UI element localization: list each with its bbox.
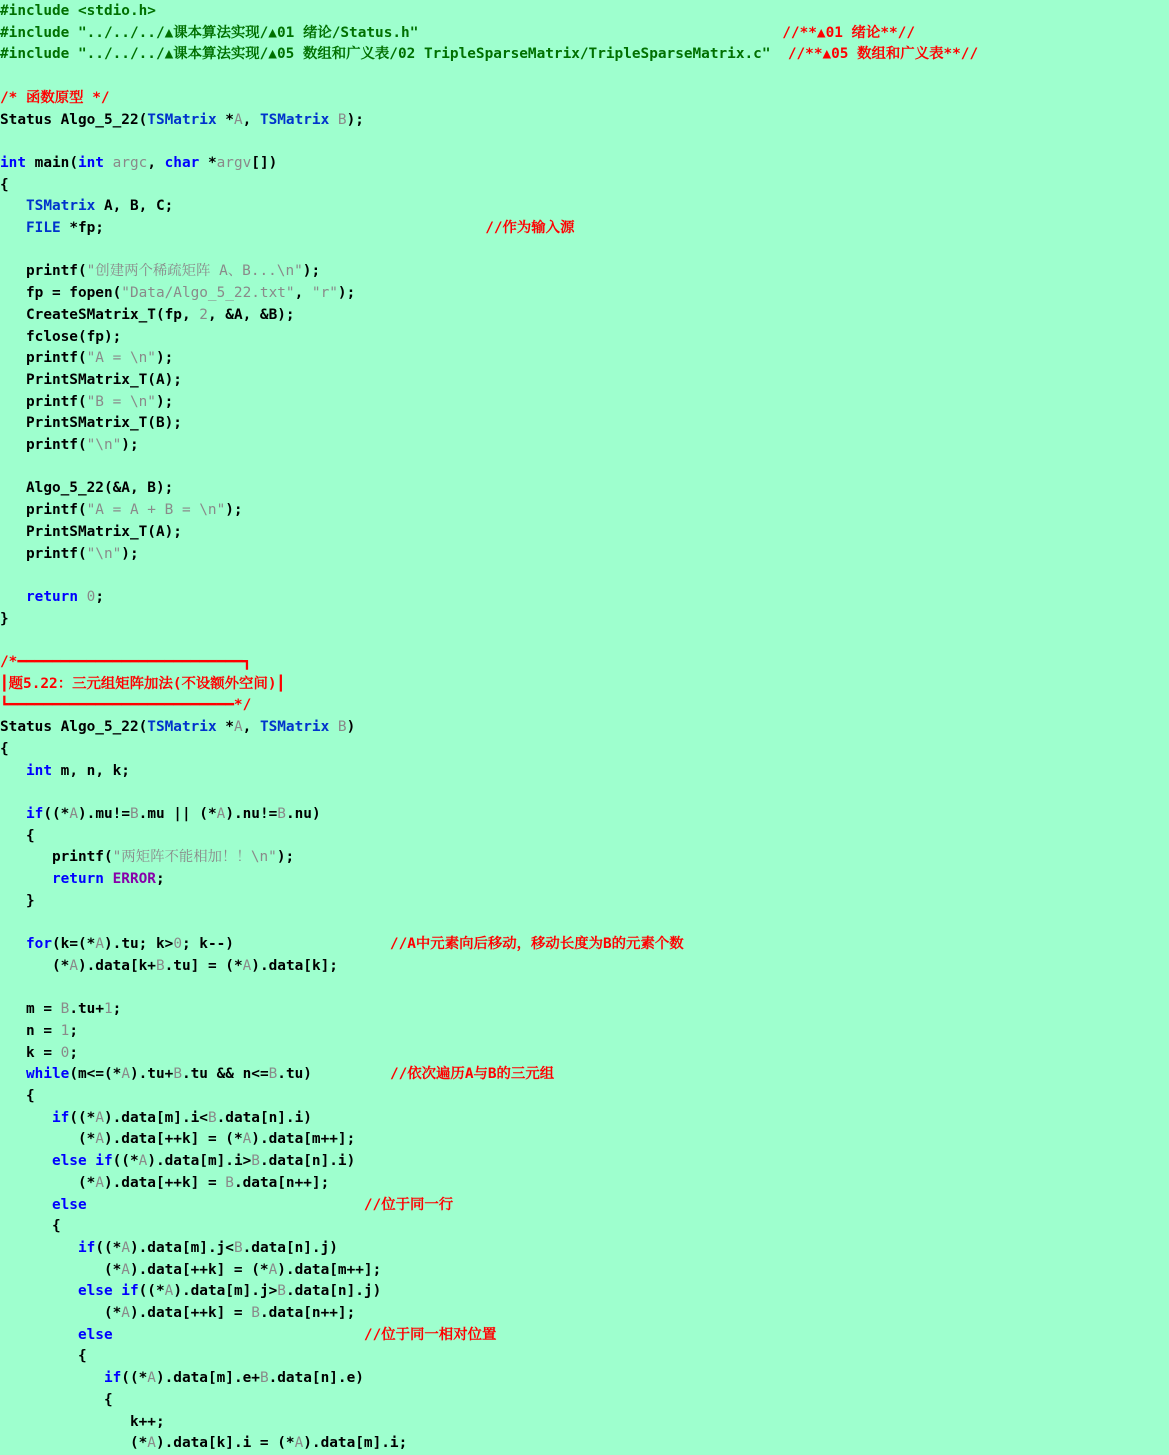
identifier-token: B: [268, 1066, 278, 1083]
code-text: ,: [147, 154, 165, 171]
code-text: ,: [294, 285, 312, 302]
identifier-token: B: [233, 1239, 243, 1256]
code-text: [0, 198, 26, 214]
code-line[interactable]: [0, 804, 321, 826]
code-text: .data[n].j): [242, 1239, 338, 1256]
code-line[interactable]: [0, 847, 294, 869]
keyword-token: int: [77, 154, 104, 171]
code-line[interactable]: [0, 869, 165, 891]
keyword-token: if: [103, 1370, 122, 1387]
code-text: *: [216, 111, 234, 128]
code-text: [0, 763, 26, 779]
code-text: ((*: [95, 1239, 122, 1256]
code-text: fp = fopen(: [0, 285, 122, 302]
code-line[interactable]: [0, 196, 173, 218]
code-text: [0, 1240, 78, 1256]
identifier-token: B: [337, 719, 347, 736]
code-line[interactable]: [0, 544, 139, 566]
identifier-token: A: [147, 1370, 156, 1387]
code-line[interactable]: [0, 153, 277, 175]
code-text: printf(: [0, 849, 113, 866]
code-text: ;: [69, 1022, 78, 1039]
identifier-token: A: [216, 805, 226, 822]
identifier-token: B: [277, 1283, 286, 1300]
code-text: {: [0, 1391, 113, 1408]
type-token: TSMatrix: [259, 111, 330, 128]
code-text: }: [0, 610, 9, 627]
comment-token: //依次遍历A与B的三元组: [389, 1066, 555, 1083]
code-line[interactable]: [0, 261, 320, 283]
identifier-token: A: [95, 1174, 104, 1191]
code-line[interactable]: [0, 88, 110, 110]
comment-token: //作为输入源: [485, 220, 575, 236]
code-line[interactable]: [0, 1346, 87, 1368]
code-text: printf(: [0, 437, 87, 453]
code-text: {: [0, 1088, 35, 1104]
code-text: [104, 155, 113, 171]
identifier-token: A: [268, 1261, 278, 1278]
code-text: );: [276, 849, 295, 866]
code-text: ).nu!=: [225, 805, 278, 822]
comment-token: /* 函数原型 */: [0, 89, 110, 106]
code-text: PrintSMatrix_T(A);: [0, 371, 182, 388]
number-token: 0: [86, 588, 96, 605]
code-text: .tu+: [69, 1001, 104, 1018]
code-text: ): [346, 719, 356, 736]
code-text: );: [346, 111, 364, 128]
keyword-token: int: [26, 762, 52, 779]
code-line[interactable]: [0, 1195, 453, 1217]
code-text: [0, 1066, 26, 1082]
code-line[interactable]: [0, 435, 139, 457]
code-text: .data[n].i): [216, 1109, 312, 1126]
identifier-token: A: [147, 1435, 156, 1452]
identifier-token: argv: [216, 154, 252, 171]
code-text: ).data[m].e+: [155, 1370, 260, 1387]
identifier-token: B: [155, 957, 165, 974]
code-text: ).data[m++];: [277, 1261, 382, 1278]
code-text: *: [199, 154, 217, 171]
identifier-token: A: [164, 1283, 174, 1300]
code-text: [0, 806, 26, 822]
identifier-token: B: [251, 1153, 260, 1170]
string-token: "r": [311, 285, 338, 302]
code-text: ).data[++k] = (*: [129, 1261, 269, 1278]
code-text: ;: [155, 871, 165, 887]
code-line[interactable]: [0, 500, 243, 522]
code-text: m, n, k;: [52, 762, 130, 779]
code-line[interactable]: [0, 175, 9, 197]
keyword-token: return: [26, 588, 78, 605]
code-text: ).data[m].i<: [103, 1109, 208, 1126]
code-text: .data[n].i): [259, 1153, 356, 1170]
type-token: TSMatrix: [26, 198, 96, 215]
keyword-token: int: [0, 154, 26, 171]
keyword-token: if: [26, 805, 44, 822]
identifier-token: A: [121, 1261, 130, 1278]
string-token: "A = \n": [86, 350, 156, 367]
code-text: ,: [242, 719, 260, 736]
code-text: ((*: [121, 1370, 148, 1387]
code-text: Status Algo_5_22(: [0, 719, 148, 736]
comment-token: //**▲01 绪论**//: [782, 24, 915, 41]
comment-token: ┗━━━━━━━━━━━━━━━━━━━━━━━━━━*/: [0, 697, 252, 714]
code-line[interactable]: [0, 1108, 312, 1130]
code-line[interactable]: [0, 999, 121, 1021]
code-text: [329, 719, 338, 735]
identifier-token: B: [207, 1109, 217, 1126]
identifier-token: B: [259, 1370, 269, 1387]
identifier-token: B: [225, 1174, 234, 1191]
comment-token: //位于同一相对位置: [363, 1326, 497, 1343]
code-line[interactable]: [0, 1281, 381, 1303]
keyword-token: if: [51, 1109, 70, 1126]
code-text: (*: [0, 957, 70, 974]
code-text: );: [225, 502, 243, 519]
code-text: [0, 589, 26, 605]
code-text: Status Algo_5_22(: [0, 111, 148, 128]
comment-token: //A中元素向后移动，移动长度为B的元素个数: [389, 936, 684, 953]
code-text: ).data[k].i = (*: [155, 1435, 295, 1452]
code-text: (*: [0, 1131, 96, 1148]
code-text: n =: [0, 1022, 61, 1039]
identifier-token: A: [121, 1239, 130, 1256]
code-text: .data[n].e): [268, 1370, 364, 1387]
type-token: FILE: [26, 220, 61, 236]
code-line[interactable]: [0, 1368, 364, 1390]
identifier-token: A: [242, 1131, 252, 1148]
code-text: ((*: [69, 1109, 96, 1126]
code-line[interactable]: [0, 826, 35, 848]
number-token: 1: [103, 1001, 113, 1018]
code-line[interactable]: [0, 695, 251, 717]
code-line[interactable]: [0, 1216, 61, 1238]
code-text: ).tu+: [129, 1066, 174, 1083]
code-line[interactable]: [0, 761, 130, 783]
code-text: (m<=(*: [69, 1066, 122, 1083]
code-line[interactable]: [0, 110, 364, 132]
code-text: );: [302, 263, 321, 280]
include-token: #include "../../../▲课本算法实现/▲05 数组和广义表/02 TripleSparseMatrix/TripleSparseMatrix.c": [0, 46, 788, 63]
identifier-token: A: [242, 957, 252, 974]
code-text: [0, 1110, 52, 1126]
code-line[interactable]: [0, 1303, 355, 1325]
identifier-token: A: [233, 719, 243, 736]
code-line[interactable]: [0, 609, 9, 631]
code-line[interactable]: [0, 218, 574, 240]
code-line[interactable]: [0, 1412, 165, 1434]
identifier-token: A: [69, 805, 78, 822]
code-line[interactable]: [0, 674, 285, 696]
comment-token: /*━━━━━━━━━━━━━━━━━━━━━━━━━━┓: [0, 654, 252, 670]
identifier-token: B: [277, 805, 286, 822]
code-line[interactable]: [0, 1390, 113, 1412]
include-token: #include "../../../▲课本算法实现/▲01 绪论/Status.h": [0, 24, 783, 41]
code-text: [329, 112, 338, 128]
code-text: [0, 1153, 52, 1169]
code-text: {: [0, 1348, 87, 1365]
code-text: .data[n++];: [259, 1305, 356, 1321]
code-line[interactable]: [0, 1238, 338, 1260]
code-text: .tu] = (*: [164, 957, 243, 974]
code-text: ).data[m].j>: [173, 1283, 278, 1300]
code-text: main(: [26, 154, 78, 171]
code-line[interactable]: [0, 283, 355, 305]
code-line[interactable]: [0, 1325, 496, 1347]
code-text: k++;: [0, 1413, 165, 1430]
code-line[interactable]: [0, 305, 295, 327]
code-line[interactable]: [0, 1129, 355, 1151]
code-text: printf(: [0, 502, 87, 519]
code-text: ).data[m].i;: [303, 1435, 408, 1452]
code-line[interactable]: [0, 413, 182, 435]
code-line[interactable]: [0, 1, 156, 23]
code-text: ).data[++k] = (*: [103, 1131, 243, 1148]
comment-token: ┃题5.22：三元组矩阵加法(不设额外空间)┃: [0, 675, 286, 692]
code-text: ((*: [43, 805, 70, 822]
identifier-token: B: [251, 1305, 260, 1321]
type-token: TSMatrix: [147, 719, 217, 736]
include-token: #include <stdio.h>: [0, 3, 156, 19]
code-line[interactable]: [0, 1173, 329, 1195]
code-text: PrintSMatrix_T(A);: [0, 523, 182, 540]
code-line[interactable]: [0, 478, 173, 500]
code-text: ((*: [112, 1153, 139, 1170]
code-text: );: [155, 393, 174, 410]
keyword-token: else: [77, 1326, 113, 1343]
keyword-token: while: [26, 1066, 70, 1083]
code-text: [0, 936, 26, 952]
code-line[interactable]: [0, 1043, 78, 1065]
code-line[interactable]: [0, 739, 9, 761]
identifier-token: B: [129, 805, 139, 822]
code-text: }: [0, 892, 35, 909]
code-line[interactable]: [0, 1151, 355, 1173]
code-text: ).data[m++];: [251, 1131, 356, 1148]
number-token: 1: [60, 1022, 70, 1039]
string-token: "\n": [86, 545, 122, 562]
keyword-token: for: [26, 936, 52, 953]
code-line[interactable]: [0, 1021, 78, 1043]
code-line[interactable]: [0, 327, 121, 349]
code-text: ; k--): [181, 936, 390, 953]
number-token: 2: [199, 306, 208, 323]
code-text: printf(: [0, 350, 87, 367]
identifier-token: A: [138, 1153, 148, 1170]
code-text: [0, 1283, 78, 1299]
keyword-token: else: [51, 1196, 87, 1213]
code-text: [78, 589, 87, 605]
string-token: "B = \n": [86, 393, 156, 410]
code-line[interactable]: [0, 891, 35, 913]
code-text: ).data[++k] =: [103, 1174, 226, 1191]
code-text: {: [0, 1218, 61, 1235]
code-text: ;: [112, 1001, 122, 1018]
keyword-token: return: [51, 871, 104, 887]
code-line[interactable]: [0, 370, 182, 392]
code-text: (k=(*: [52, 936, 96, 953]
code-text: *fp;: [60, 220, 486, 236]
identifier-token: argc: [112, 154, 148, 171]
code-text: A, B, C;: [95, 198, 174, 215]
code-text: CreateSMatrix_T(fp,: [0, 306, 200, 323]
code-text: *: [216, 719, 234, 736]
string-token: "\n": [86, 437, 122, 453]
code-text: ).data[m].i>: [147, 1153, 252, 1170]
string-token: "创建两个稀疏矩阵 A、B...\n": [86, 263, 303, 280]
code-text: [0, 220, 26, 236]
code-line[interactable]: [0, 1086, 35, 1108]
code-text: (*: [0, 1305, 122, 1321]
code-text: );: [121, 437, 139, 453]
code-line[interactable]: [0, 587, 104, 609]
identifier-token: A: [95, 1131, 104, 1148]
code-line[interactable]: [0, 392, 173, 414]
code-text: ).data[k];: [251, 957, 338, 974]
code-text: ,: [242, 111, 260, 128]
comment-token: //位于同一行: [363, 1196, 454, 1213]
identifier-token: A: [95, 936, 104, 953]
identifier-token: B: [60, 1001, 70, 1018]
code-text: (*: [0, 1261, 122, 1278]
type-token: TSMatrix: [259, 719, 330, 736]
code-line[interactable]: [0, 23, 915, 45]
identifier-token: A: [69, 957, 78, 974]
code-text: m =: [0, 1001, 61, 1018]
code-line[interactable]: [0, 44, 978, 66]
code-text: (*: [0, 1174, 96, 1191]
identifier-token: A: [95, 1109, 104, 1126]
number-token: 0: [60, 1044, 70, 1061]
identifier-token: A: [121, 1066, 130, 1083]
code-text: [0, 1327, 78, 1343]
identifier-token: A: [233, 111, 243, 128]
macro-token: ERROR: [112, 871, 156, 887]
keyword-token: else if: [77, 1283, 139, 1300]
code-text: Algo_5_22(&A, B);: [0, 480, 174, 497]
keyword-token: if: [77, 1239, 96, 1256]
code-text: );: [337, 285, 356, 302]
code-text: [87, 1197, 364, 1213]
code-text: k =: [0, 1044, 61, 1061]
code-text: {: [0, 827, 35, 844]
code-line[interactable]: [0, 956, 338, 978]
code-text: ((*: [138, 1283, 165, 1300]
code-text: ).data[++k] =: [129, 1305, 252, 1321]
code-text: .tu && n<=: [181, 1066, 269, 1083]
code-text: .data[n].j): [285, 1283, 382, 1300]
keyword-token: else if: [51, 1153, 113, 1170]
code-text: .nu): [285, 805, 321, 822]
comment-token: //**▲05 数组和广义表**//: [787, 46, 979, 63]
code-line[interactable]: [0, 934, 684, 956]
code-text: .data[n++];: [233, 1174, 330, 1191]
code-text: []): [251, 154, 278, 171]
code-text: [0, 1370, 104, 1386]
code-text: ).data[k+: [77, 957, 156, 974]
code-line[interactable]: [0, 652, 251, 674]
code-line[interactable]: [0, 522, 182, 544]
code-text: printf(: [0, 393, 87, 410]
code-text: {: [0, 176, 9, 193]
code-text: [113, 1327, 364, 1343]
code-text: [104, 871, 113, 887]
string-token: "两矩阵不能相加！！\n": [112, 849, 277, 866]
identifier-token: A: [121, 1305, 130, 1321]
code-text: ).mu!=: [78, 805, 130, 822]
code-text: .tu): [277, 1066, 390, 1083]
code-text: printf(: [0, 263, 87, 280]
keyword-token: char: [164, 154, 200, 171]
code-text: fclose(fp);: [0, 328, 122, 345]
identifier-token: A: [294, 1435, 304, 1452]
code-text: [0, 1197, 52, 1213]
code-text: );: [121, 545, 139, 562]
code-text: ;: [95, 588, 104, 605]
code-text: ;: [69, 1044, 78, 1061]
code-text: ).data[m].j<: [129, 1239, 234, 1256]
string-token: "A = A + B = \n": [86, 502, 226, 519]
code-text: (*: [0, 1435, 148, 1452]
code-text: [0, 871, 52, 887]
code-text: );: [155, 350, 174, 367]
type-token: TSMatrix: [147, 111, 217, 128]
code-line[interactable]: [0, 1260, 381, 1282]
code-text: , &A, &B);: [207, 306, 295, 323]
code-line[interactable]: [0, 717, 355, 739]
code-text: .mu || (*: [138, 805, 217, 822]
string-token: "Data/Algo_5_22.txt": [121, 285, 295, 302]
code-text: {: [0, 740, 9, 757]
code-text: printf(: [0, 545, 87, 562]
identifier-token: B: [173, 1066, 182, 1083]
number-token: 0: [173, 936, 182, 953]
code-line[interactable]: [0, 348, 173, 370]
code-text: PrintSMatrix_T(B);: [0, 415, 182, 432]
code-line[interactable]: [0, 1064, 554, 1086]
code-text: ).tu; k>: [104, 936, 174, 953]
identifier-token: B: [337, 111, 347, 128]
